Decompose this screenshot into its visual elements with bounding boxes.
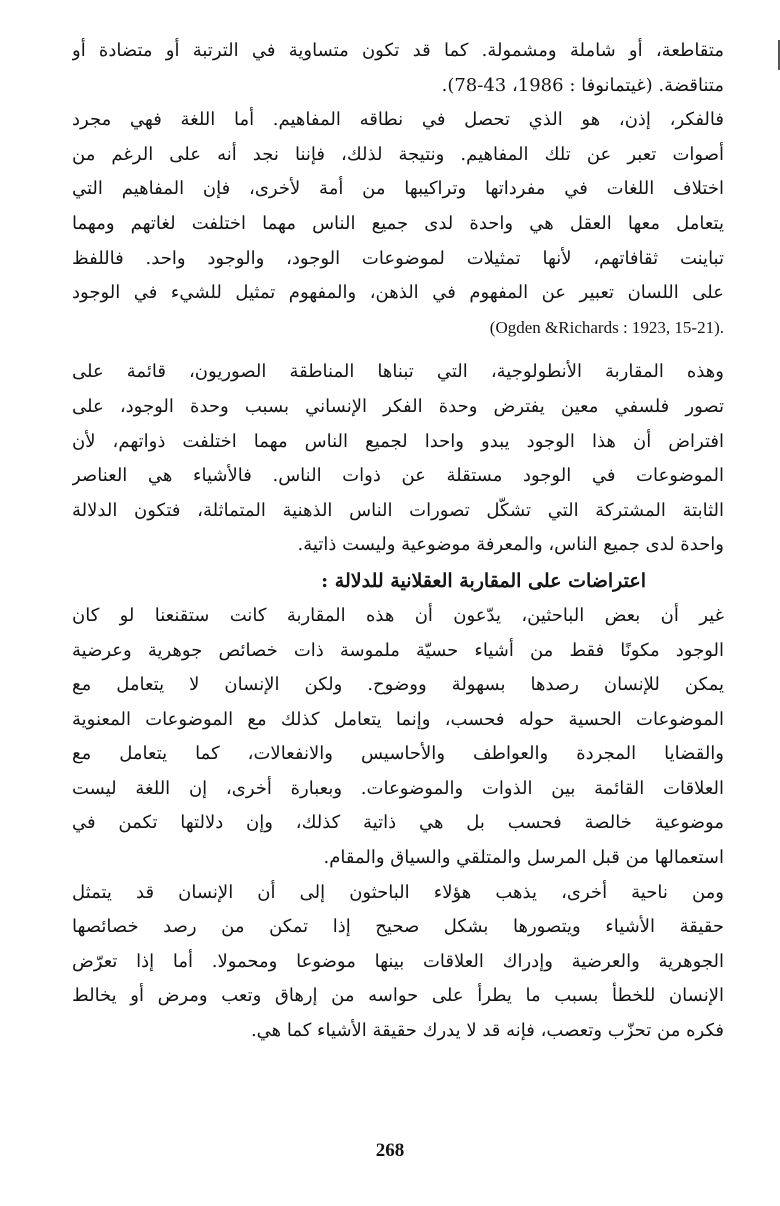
text-line: يمكن للإنسان رصدها بسهولة ووضوح. ولكن الإنسان لا يتعامل مع [72, 674, 724, 696]
paragraph-1 [72, 34, 724, 103]
text-line: تصور فلسفي معين يفترض وحدة الفكر الإنساني بسبب وحدة الوجود، على [72, 395, 724, 417]
text-line: العلاقات القائمة بين الذوات والموضوعات. وبعبارة أخرى، إن اللغة ليست [72, 777, 724, 799]
text-line: فكره من تحزّب وتعصب، فإنه قد لا يدرك حقيقة الأشياء كما هي. [250, 1020, 724, 1042]
text-line: متناقضة. (غيتمانوفا : 1986، 43-78). [441, 74, 724, 96]
text-line: متقاطعة، أو شاملة ومشمولة. كما قد تكون متساوية في الترتبة أو متضادة أو [72, 40, 724, 61]
citation-line: .(Ogden &Richards : 1923, 15-21) [489, 317, 724, 337]
text-line: يتعامل معها العقل هي واحدة لدى جميع الناس مهما اختلفت لغاتهم ومهما [72, 212, 724, 234]
paragraph-4 [72, 599, 724, 876]
text-line: حقيقة الأشياء ويتصورها بشكل صحيح إذا تمكن من رصد خصائصها [72, 916, 724, 938]
paragraph-5 [72, 876, 724, 1049]
text-line: واحدة لدى جميع الناس، والمعرفة موضوعية وليست ذاتية. [297, 534, 724, 556]
text-line: أصوات تعبر عن تلك المفاهيم. ونتيجة لذلك، فإننا نجد أنه على الرغم من [72, 143, 724, 165]
text-line: والقضايا المجردة والعواطف والأحاسيس والانفعالات، كما يتعامل مع [72, 743, 724, 765]
text-line: غير أن بعض الباحثين، يدّعون أن هذه المقاربة كانت ستقنعنا لو كان [72, 604, 724, 626]
text-line: الثابتة المشتركة التي تشكّل تصورات الناس الذهنية المتماثلة، فتكون الدلالة [72, 499, 724, 521]
section-heading: اعتراضات على المقاربة العقلانية للدلالة : [321, 569, 646, 592]
text-line: الجوهرية والعرضية وإدراك العلاقات بينها موضوعا ومحمولا. أما إذا تعرّض [72, 950, 724, 972]
body-text [72, 34, 724, 1049]
paragraph-3 [72, 355, 724, 563]
page-number: 268 [375, 1140, 405, 1161]
paragraph-2 [72, 103, 724, 345]
text-line: ومن ناحية أخرى، يذهب هؤلاء الباحثون إلى أن الإنسان قد يتمثل [72, 881, 724, 903]
text-line: اختلاف اللغات في مفرداتها وتراكيبها من أمة لأخرى، فإن المفاهيم التي [72, 178, 724, 200]
text-line: الموضوعات في الوجود مستقلة عن ذوات الناس. فالأشياء هي العناصر [72, 465, 724, 487]
text-line: فالفكر، إذن، هو الذي تحصل في نطاقه المفاهيم. أما اللغة فهي مجرد [72, 109, 724, 131]
text-line: استعمالها من قبل المرسل والمتلقي والسياق والمقام. [323, 847, 724, 869]
text-line: وهذه المقاربة الأنطولوجية، التي تبناها المناطقة الصوريون، قائمة على [72, 361, 724, 383]
text-line: موضوعية خالصة فحسب بل هي ذاتية كذلك، وإن دلالتها تكمن في [72, 812, 724, 834]
text-line: الوجود مكونًا فقط من أشياء حسيّة ملموسة ذات خصائص جوهرية وعرضية [72, 639, 724, 661]
text-line: الإنسان للخطأ بسبب ما يطرأ على حواسه من إرهاق وتعب ومرض أو يخالط [72, 985, 724, 1007]
text-line: افتراض أن هذا الوجود يبدو واحدا لجميع الناس مهما اختلفت ذواتهم، لأن [72, 430, 724, 452]
text-line: الموضوعات الحسية حوله فحسب، وإنما يتعامل كذلك مع الموضوعات المعنوية [72, 708, 724, 730]
text-line: تباينت ثقافاتهم، لأنها تمثيلات لموضوعات الوجود، والوجود واحد. فاللفظ [72, 247, 724, 269]
text-line: على اللسان تعبير عن المفهوم في الذهن، والمفهوم تمثيل للشيء في الوجود [72, 282, 724, 304]
